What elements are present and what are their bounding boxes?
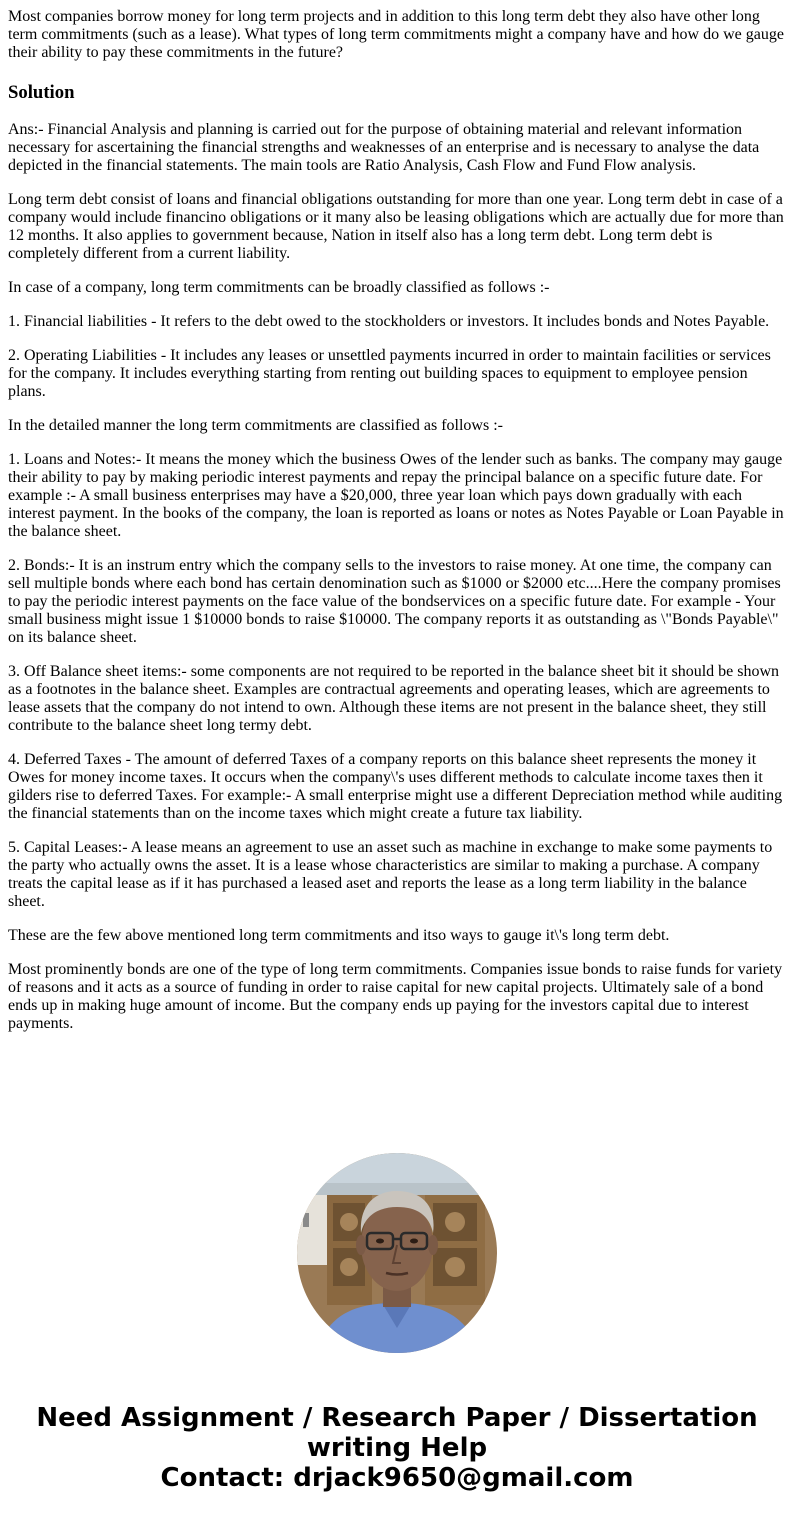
paragraph-capital-leases: 5. Capital Leases:- A lease means an agreement to use an asset such as machine in exchange to make some payments to the party who actually owns the asset. It is a lease whose characteristics are similar to making a purchase. A company treats the capital lease as if it has purchased a leased aset and reports the lease as a long term liability in the balance sheet. (8, 839, 773, 910)
paragraph-summary: These are the few above mentioned long term commitments and itso ways to gauge it\'s long term debt. (8, 927, 670, 944)
paragraph-off-balance-sheet: 3. Off Balance sheet items:- some components are not required to be reported in the balance sheet bit it should be shown as a footnotes in the balance sheet. Examples are contractual agreements and operating leases, which are agreements to lease assets that the company do not intend to own. Although these items are not present in the balance sheet, they still contribute to the balance sheet long termy debt. (8, 663, 780, 734)
author-avatar (297, 1153, 497, 1353)
contact-banner-line-2: writing Help (306, 1433, 488, 1463)
question-text: Most companies borrow money for long term projects and in addition to this long term debt they also have other long term commitments (such as a lease). What types of long term commitments might a company have and how do we gauge their ability to pay these commitments in the future? (8, 8, 784, 61)
contact-banner-line-1: Need Assignment / Research Paper / Dissertation (36, 1403, 758, 1433)
paragraph-intro: Ans:- Financial Analysis and planning is carried out for the purpose of obtaining material and relevant information necessary for ascertaining the financial strengths and weaknesses of an enterprise and is necessary to analyse the data depicted in the financial statements. The main tools are Ratio Analysis, Cash Flow and Fund Flow analysis. (8, 121, 760, 174)
paragraph-financial-liabilities: 1. Financial liabilities - It refers to the debt owed to the stockholders or investors. It includes bonds and Notes Payable. (8, 313, 770, 330)
paragraph-bonds: 2. Bonds:- It is an instrum entry which the company sells to the investors to raise money. At one time, the company can sell multiple bonds where each bond has certain denomination such as $1000 or $2000 etc....Here the company promises to pay the periodic interest payments on the face value of the bondservices on a specific future date. For example - Your small business might issue 1 $10000 bonds to raise $10000. The company reports it as outstanding as \"Bonds Payable\" on its balance sheet. (8, 557, 781, 646)
paragraph-operating-liabilities: 2. Operating Liabilities - It includes any leases or unsettled payments incurred in order to maintain facilities or services for the company. It includes everything starting from renting out building spaces to equipment to employee pension plans. (8, 347, 771, 400)
paragraph-bonds-conclusion: Most prominently bonds are one of the type of long term commitments. Companies issue bonds to raise funds for variety of reasons and it acts as a source of funding in order to raise capital for new capital projects. Ultimately sale of a bond ends up in making huge amount of income. But the company ends up paying for the investors capital due to interest payments. (8, 961, 783, 1032)
paragraph-detailed-classification: In the detailed manner the long term commitments are classified as follows :- (8, 417, 503, 434)
solution-heading: Solution (8, 82, 75, 103)
paragraph-broad-classification: In case of a company, long term commitments can be broadly classified as follows :- (8, 279, 550, 296)
contact-email: Contact: drjack9650@gmail.com (160, 1463, 634, 1493)
paragraph-deferred-taxes: 4. Deferred Taxes - The amount of deferred Taxes of a company reports on this balance sheet represents the money it Owes for money income taxes. It occurs when the company\'s uses different methods to calculate income taxes then it gilders rise to deferred Taxes. For example:- A small enterprise might use a different Depreciation method while auditing the financial statements than on the income taxes which might create a future tax liability. (8, 751, 783, 822)
answer-document (8, 8, 786, 1049)
contact-banner (0, 1403, 794, 1493)
paragraph-loans-and-notes: 1. Loans and Notes:- It means the money which the business Owes of the lender such as banks. The company may gauge their ability to pay by making periodic interest payments and repay the principal balance on a specific future date. For example :- A small business enterprises may have a $20,000, three year loan which pays down gradually with each interest payment. In the books of the company, the loan is reported as loans or notes as Notes Payable or Loan Payable in the balance sheet. (8, 451, 784, 540)
paragraph-long-term-debt: Long term debt consist of loans and financial obligations outstanding for more than one year. Long term debt in case of a company would include financino obligations or it many also be leasing obligations which are actually due for more than 12 months. It also applies to government because, Nation in itself also has a long term debt. Long term debt is completely different from a current liability. (8, 191, 784, 262)
